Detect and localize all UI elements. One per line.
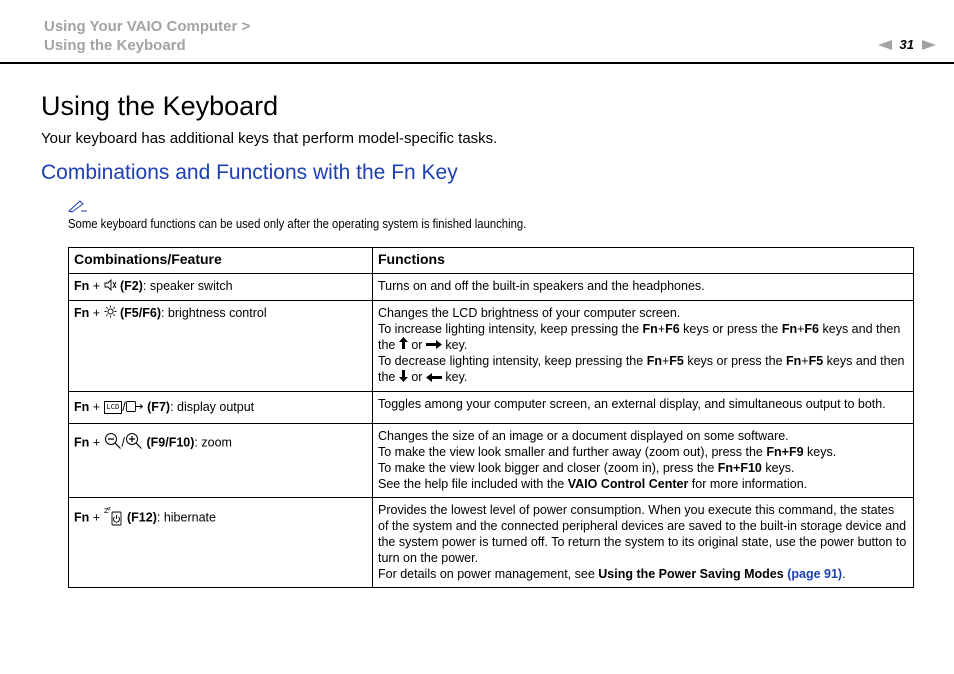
breadcrumb [44,17,250,55]
function-cell: Toggles among your computer screen, an external display, and simultaneous output to both. [373,392,914,424]
note-text: Some keyboard functions can be used only after the operating system is finished launching. [68,216,527,231]
combination-cell: Fn + Z z (F12): hibernate [69,498,373,588]
combination-cell: Fn + LCD / (F7): display output [69,392,373,424]
combination-cell: Fn + (F5/F6): brightness control [69,300,373,391]
table-row-display [69,392,914,424]
external-display-icon [126,400,144,416]
combination-cell: Fn + (F2): speaker switch [69,274,373,301]
arrow-up-icon [399,337,408,353]
page-91-link[interactable]: (page 91) [787,567,843,582]
column-header-functions: Functions [373,248,914,274]
hibernate-icon [104,506,124,530]
combination-cell: Fn + / (F9/F10): zoom [69,424,373,498]
zoom-out-icon [104,432,122,454]
svg-text:Z: Z [103,507,109,516]
breadcrumb-parent[interactable]: Using Your VAIO Computer > [44,18,251,35]
page-title: Using the Keyboard [41,91,279,121]
table-row-speaker [69,274,914,301]
svg-text:z: z [107,506,111,513]
zoom-in-icon [125,432,143,454]
header-divider [0,62,954,64]
breadcrumb-current[interactable]: Using the Keyboard [44,37,186,54]
speaker-mute-icon [104,279,117,295]
function-cell: Turns on and off the built-in speakers and the headphones. [373,274,914,301]
function-cell: Changes the size of an image or a document displayed on some software. To make the view look smaller and further away (zoom out), press the Fn+F9 keys. To make the view look bigger and closer (zoom in), press the Fn+F10 keys. See the help file included with the VAIO Control Center for more information. [373,424,914,498]
table-row-hibernate [69,498,914,588]
previous-page-icon[interactable] [878,40,892,50]
next-page-icon[interactable] [922,40,936,50]
intro-text: Your keyboard has additional keys that perform model-specific tasks. [41,130,498,147]
column-header-combinations: Combinations/Feature [69,248,373,274]
table-row-brightness [69,300,914,391]
fn-key-table [68,247,914,588]
arrow-left-icon [426,370,442,386]
lcd-icon: LCD [104,401,123,414]
page-navigation [878,37,936,52]
section-title: Combinations and Functions with the Fn Key [41,161,458,184]
function-cell: Provides the lowest level of power consumption. When you execute this command, the states of the system and the connected peripheral devices are saved to the built-in storage device and the system power is turned off. To return the system to its original state, use the power button to turn on the power. For details on power management, see Using the Power Saving Modes (page 91). [373,498,914,588]
arrow-down-icon [399,370,408,386]
brightness-sun-icon [104,305,117,322]
table-row-zoom [69,424,914,498]
table-header-row [69,248,914,274]
page-number: 31 [899,37,914,52]
function-cell: Changes the LCD brightness of your computer screen. To increase lighting intensity, keep pressing the Fn+F6 keys or press the Fn+F6 keys and then the or key. To decrease lighting intensity, keep pressing the Fn+F5 keys or press the Fn+F5 keys and then the or key. [373,300,914,391]
arrow-right-icon [426,337,442,353]
